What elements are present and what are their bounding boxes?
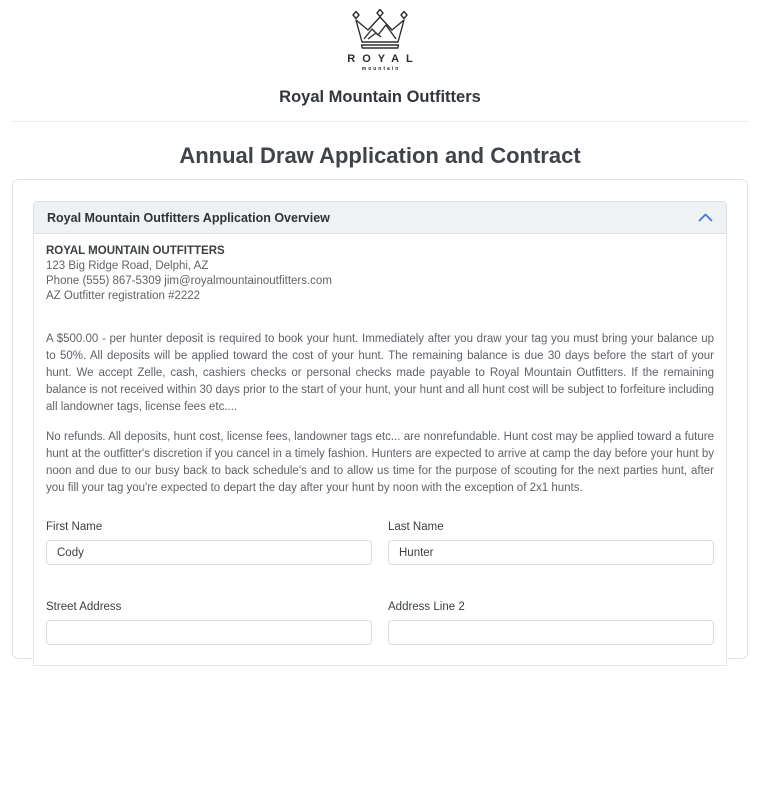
accordion-body [33, 234, 727, 666]
last-name-input[interactable] [388, 540, 714, 565]
address-line-2-label: Address Line 2 [388, 601, 465, 613]
accordion-header-application-overview[interactable] [33, 201, 727, 234]
company-registration: AZ Outfitter registration #2222 [46, 290, 201, 302]
street-address-field [46, 601, 372, 645]
page-header [0, 0, 760, 107]
company-name: ROYAL MOUNTAIN OUTFITTERS [46, 245, 225, 257]
first-name-field [46, 521, 372, 565]
logo-word: ROYAL [347, 53, 420, 65]
name-fields-row [46, 521, 714, 565]
last-name-field [388, 521, 714, 565]
first-name-label: First Name [46, 521, 103, 533]
brand-logo [340, 8, 420, 72]
crown-icon [340, 8, 420, 52]
page-title: Annual Draw Application and Contract [179, 143, 581, 168]
street-address-label: Street Address [46, 601, 122, 613]
refund-terms-paragraph: No refunds. All deposits, hunt cost, license fees, landowner tags etc... are nonrefundable. Hunt cost may be applied toward a future hunt at the outfitter's discretion if you cancel in a timely fashion. Hunters are expected to arrive at camp the day before your hunt by noon and due to our busy back to back schedule's and to allow us time for the purpose of scouting for the next parties hunt, after you fill your tag you're expected to depart the day after your hunt by noon with the exception of 2x1 hunts. [46, 431, 714, 494]
deposit-terms-paragraph: A $500.00 - per hunter deposit is required to book your hunt. Immediately after you draw your tag you must bring your balance up to 50%. All deposits will be applied toward the cost of your hunt. The remaining balance is due 30 days before the start of your hunt. We accept Zelle, cash, cashiers checks or personal checks made payable to Royal Mountain Outfitters. If the remaining balance is not received within 30 days prior to the start of your hunt, your hunt and all hunt cost will be subject to forfeiture including all landowner tags, license fees etc.... [46, 333, 714, 413]
site-title: Royal Mountain Outfitters [279, 88, 481, 106]
company-info-block [46, 244, 714, 304]
street-address-input[interactable] [46, 620, 372, 645]
chevron-up-icon[interactable] [698, 213, 713, 222]
address-fields-row [46, 601, 714, 645]
accordion-title: Royal Mountain Outfitters Application Overview [47, 210, 330, 225]
address-line-2-field [388, 601, 714, 645]
form-card-clip [12, 179, 748, 613]
company-contact: Phone (555) 867-5309 jim@royalmountainoutfitters.com [46, 275, 332, 287]
company-address: 123 Big Ridge Road, Delphi, AZ [46, 260, 209, 272]
address-line-2-input[interactable] [388, 620, 714, 645]
last-name-label: Last Name [388, 521, 444, 533]
form-card [12, 179, 748, 659]
first-name-input[interactable] [46, 540, 372, 565]
logo-subtext: mountain [361, 66, 401, 72]
header-divider [11, 121, 749, 122]
